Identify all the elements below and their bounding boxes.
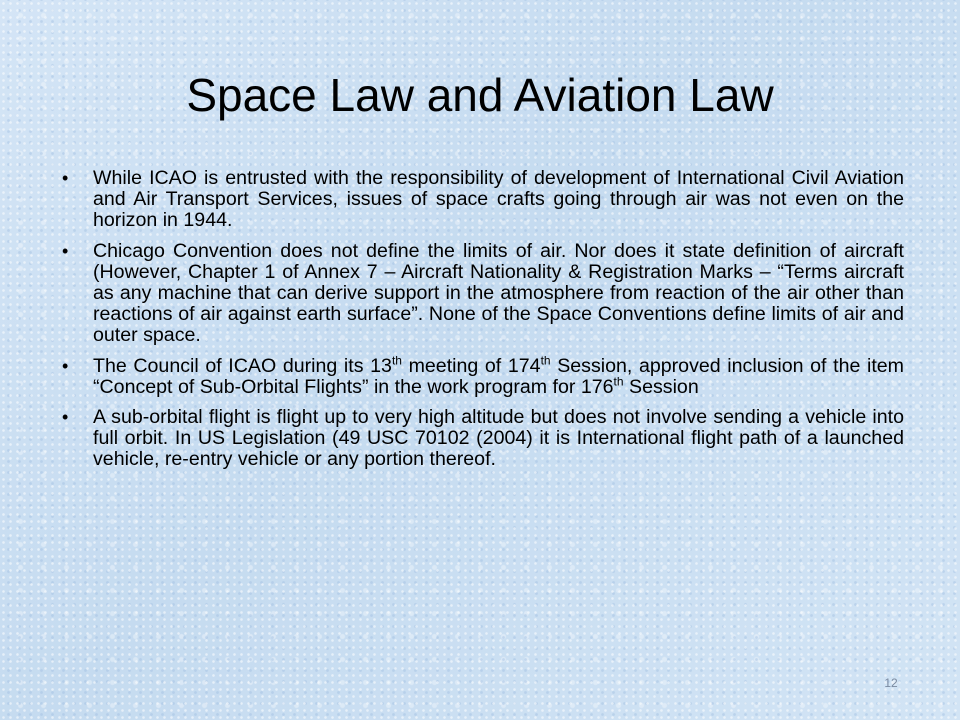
bullet-text-segment: meeting of 174 (401, 354, 541, 377)
bullet-text: While ICAO is entrusted with the responsibility of development of International Civil Aviation and Air Transport Services, issues of space crafts going through air was not even on the horizon in 1944. (93, 167, 904, 232)
bullet-item-sub-orbital-definition (62, 407, 904, 471)
bullet-text: Chicago Convention does not define the limits of air. Nor does it state definition of aircraft (However, Chapter 1 of Annex 7 – Aircraft Nationality & Registration Marks – “Terms aircraft as any machine that can derive support in the atmosphere from reaction of the air other than reactions of air against earth surface”. None of the Space Conventions define limits of air and outer space. (93, 239, 904, 347)
bullet-item-council-session (62, 353, 904, 398)
bullet-text: A sub-orbital flight is flight up to very high altitude but does not involve sending a vehicle into full orbit. In US Legislation (49 USC 70102 (2004) it is International flight path of a launched vehicle, re-entry vehicle or any portion thereof. (93, 406, 904, 471)
page-number: 12 (884, 676, 898, 690)
bullet-text-segment: Session (623, 375, 699, 398)
ordinal-suffix: th (613, 374, 624, 389)
bullet-text-segment: The Council of ICAO during its 13 (93, 354, 392, 377)
bullet-text (93, 355, 904, 398)
bullet-list (62, 168, 904, 480)
bullet-text-segment: Session, approved inclusion of the item “Concept of Sub-Orbital Flights” in the work program for 176 (93, 354, 904, 398)
bullet-icon: • (62, 168, 69, 188)
slide-title: Space Law and Aviation Law (186, 69, 774, 121)
bullet-icon: • (62, 240, 69, 261)
bullet-icon: • (62, 407, 69, 428)
bullet-item-icao-responsibility (62, 168, 904, 232)
bullet-icon: • (62, 355, 69, 376)
bullet-item-chicago-convention (62, 241, 904, 347)
ordinal-suffix: th (540, 353, 551, 368)
ordinal-suffix: th (391, 353, 402, 368)
